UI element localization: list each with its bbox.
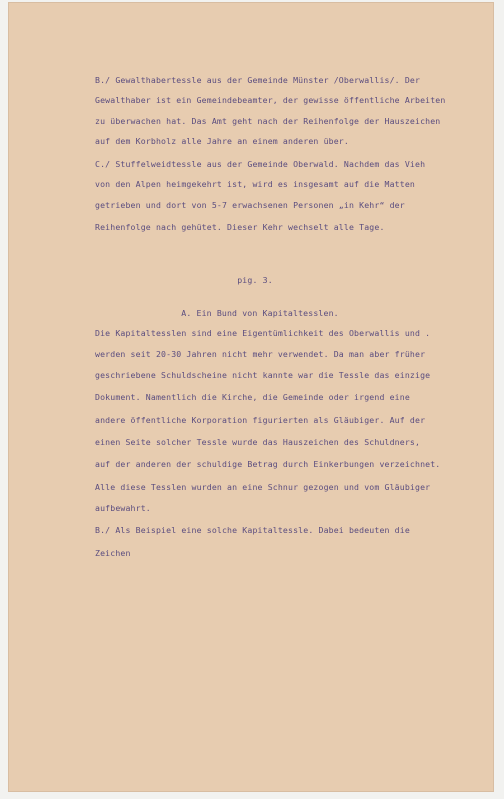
section-a-line-6: einen Seite solcher Tessle wurde das Hauszeichen des Schuldners, <box>95 437 421 447</box>
paragraph-b-line-2: Gewalthaber ist ein Gemeindebeamter, der gewisse öffentliche Arbeiten <box>95 95 446 105</box>
paragraph-b-line-4: auf dem Korbholz alle Jahre an einem anderen über. <box>95 136 349 146</box>
typewritten-sheet <box>8 2 494 792</box>
section-a-line-7: auf der anderen der schuldige Betrag durch Einkerbungen verzeichnet. <box>95 459 441 469</box>
paragraph-b-line-1: B./ Gewalthabertessle aus der Gemeinde Münster /Oberwallis/. Der <box>95 75 421 85</box>
paragraph-b2-line-2: Zeichen <box>95 548 131 558</box>
paragraph-c-line-2: von den Alpen heimgekehrt ist, wird es insgesamt auf die Matten <box>95 179 415 189</box>
section-a-line-3: geschriebene Schuldscheine nicht kannte war die Tessle das einzige <box>95 370 431 380</box>
section-a-heading: A. Ein Bund von Kapitaltesslen. <box>181 308 339 318</box>
paragraph-b2-line-1: B./ Als Beispiel eine solche Kapitaltessle. Dabei bedeuten die <box>95 525 410 535</box>
section-a-line-8: Alle diese Tesslen wurden an eine Schnur gezogen und vom Gläubiger <box>95 482 431 492</box>
section-a-line-4: Dokument. Namentlich die Kirche, die Gemeinde oder irgend eine <box>95 392 410 402</box>
section-a-line-5: andere öffentliche Korporation figurierten als Gläubiger. Auf der <box>95 415 426 425</box>
paragraph-c-line-3: getrieben und dort von 5-7 erwachsenen Personen „in Kehr“ der <box>95 200 405 210</box>
section-a-line-9: aufbewahrt. <box>95 503 151 513</box>
figure-label: pig. 3. <box>237 275 273 285</box>
paragraph-c-line-1: C./ Stuffelweidtessle aus der Gemeinde Oberwald. Nachdem das Vieh <box>95 159 426 169</box>
paragraph-b-line-3: zu überwachen hat. Das Amt geht nach der Reihenfolge der Hauszeichen <box>95 116 441 126</box>
section-a-line-2: werden seit 20-30 Jahren nicht mehr verwendet. Da man aber früher <box>95 349 426 359</box>
paragraph-c-line-4: Reihenfolge nach gehütet. Dieser Kehr wechselt alle Tage. <box>95 222 385 232</box>
section-a-line-1: Die Kapitaltesslen sind eine Eigentümlichkeit des Oberwallis und . <box>95 328 431 338</box>
